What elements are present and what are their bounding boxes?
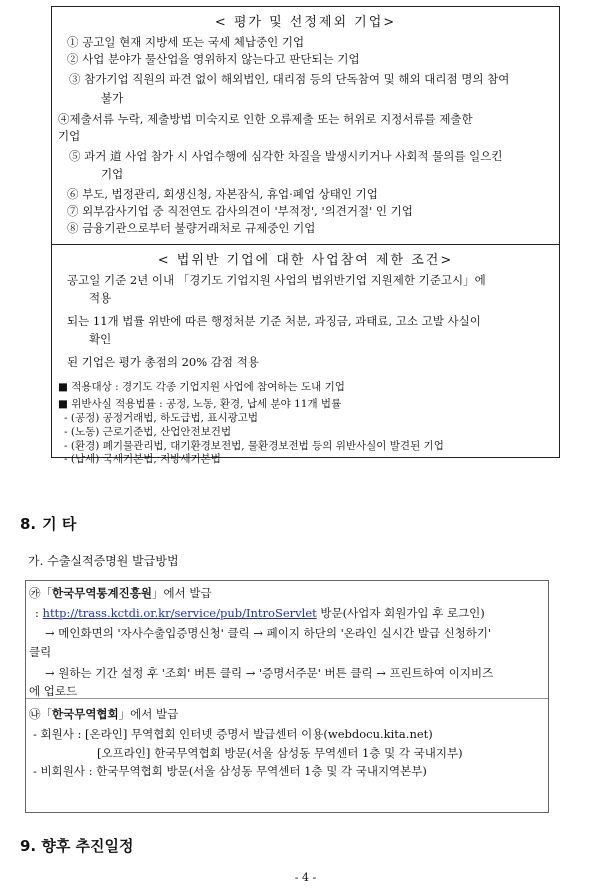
exclusion-item: ⑥ 부도, 법정관리, 회생신청, 자본잠식, 휴업·폐업 상태인 기업 [67,187,378,201]
issuer-b-org: 한국무역협회 [52,707,119,721]
exclusion-item: ③ 참가기업 직원의 파견 없이 해외법인, 대리점 등의 단독참여 및 해외 대리점 명의 참여 [69,72,510,86]
violation-text: 공고일 기준 2년 이내 「경기도 기업지원 사업의 법위반기업 지원제한 기준고시」에 [67,273,486,287]
violation-text: 적용 [89,291,112,305]
exclusion-item-cont: 불가 [101,91,124,105]
issuer-b-member-offline: [오프라인] 한국무역협회 방문(서울 삼성동 무역센터 1층 및 각 국내지부) [97,746,463,760]
section-8-subtitle: 가. 수출실적증명원 발급방법 [28,554,179,568]
issuer-a-url-line [35,605,485,621]
criteria-box [51,6,560,465]
issuer-b-nonmember: - 비회원사 : 한국무역협회 방문(서울 삼성동 무역센터 1층 및 각 국내지역본부) [33,764,427,778]
exclusion-item: ① 공고일 현재 지방세 또는 국세 체납중인 기업 [67,35,305,49]
colon: : [35,606,39,620]
divider [26,698,548,699]
exclusion-item: ⑤ 과거 道 사업 참가 시 사업수행에 심각한 차질을 발생시키거나 사회적 물의를 일으킨 [69,149,503,163]
issuer-b-prefix: ㉯「 [29,707,52,721]
violation-text: 된 기업은 평가 총점의 20% 감점 적용 [67,355,259,369]
violation-text: 되는 11개 법률 위반에 따른 행정처분 기준 처분, 과징금, 과태료, 고소 고발 사실이 [67,314,481,328]
law-item: - (환경) 폐기물관리법, 대기환경보전법, 물환경보전법 등의 위반사실이 발견된 기업 [64,440,444,452]
trass-link[interactable]: http://trass.kctdi.or.kr/service/pub/IntroServlet [42,606,317,620]
issuer-a-step-cont: 에 업로드 [29,684,78,698]
issuer-a-heading [29,585,212,601]
section-9-heading: 9. 향후 추진일정 [20,837,134,855]
issuer-b-member: - 회원사 : [온라인] 무역협회 인터넷 증명서 발급센터 이용(webdocu.kita.net) [33,727,433,741]
violation-title: < 법위반 기업에 대한 사업참여 제한 조건> [157,253,454,268]
law-item: - (납세) 국세기본법, 지방세기본법 [64,453,221,465]
issuer-a-step-cont: 클릭 [29,645,52,659]
violation-section [52,245,559,465]
exclusion-title: < 평가 및 선정제외 기업> [214,15,397,30]
section-8-title: 기 타 [42,515,77,533]
violation-bullet: ■ 적용대상 : 경기도 각종 기업지원 사업에 참여하는 도내 기업 [58,381,345,393]
violation-bullet: ■ 위반사실 적용법률 : 공정, 노동, 환경, 납세 분야 11개 법률 [58,398,342,410]
section-8-heading [20,513,76,534]
page-number: - 4 - [294,871,317,884]
section-8-number: 8. [20,515,37,533]
issuer-a-org: 한국무역통계진흥원 [52,586,152,600]
exclusion-item-cont: 기업 [101,167,124,181]
issuer-a-step: → 원하는 기간 설정 후 '조회' 버튼 클릭 → '증명서주문' 버튼 클릭 → 프린트하여 이지비즈 [45,666,494,680]
law-item: - (공정) 공정거래법, 하도급법, 표시광고법 [64,412,259,424]
exclusion-item: ④제출서류 누락, 제출방법 미숙지로 인한 오류제출 또는 허위로 지정서류를 제출한 [58,112,473,126]
issuance-box [25,580,549,813]
exclusion-item-cont: 기업 [58,129,81,143]
law-item: - (노동) 근로기준법, 산업안전보건법 [64,426,232,438]
issuer-b-suffix: 」에서 발급 [118,707,179,721]
exclusion-item: ⑧ 금융기관으로부터 불량거래처로 규제중인 기업 [67,221,316,235]
issuer-b-heading [29,706,178,722]
exclusion-item: ② 사업 분야가 물산업을 영위하지 않는다고 판단되는 기업 [67,52,360,66]
issuer-a-suffix: 」에서 발급 [151,586,212,600]
violation-text: 확인 [89,332,112,346]
issuer-a-step: → 메인화면의 '자사수출입증명신청' 클릭 → 페이지 하단의 '온라인 실시간 발급 신청하기' [45,626,492,640]
exclusion-item: ⑦ 외부감사기업 중 직전연도 감사의견이 '부적정', '의견거절' 인 기업 [67,204,413,218]
issuer-a-prefix: ㉮「 [29,586,52,600]
exclusion-section [52,7,559,245]
issuer-a-url-tail: 방문(사업자 회원가입 후 로그인) [316,606,485,620]
